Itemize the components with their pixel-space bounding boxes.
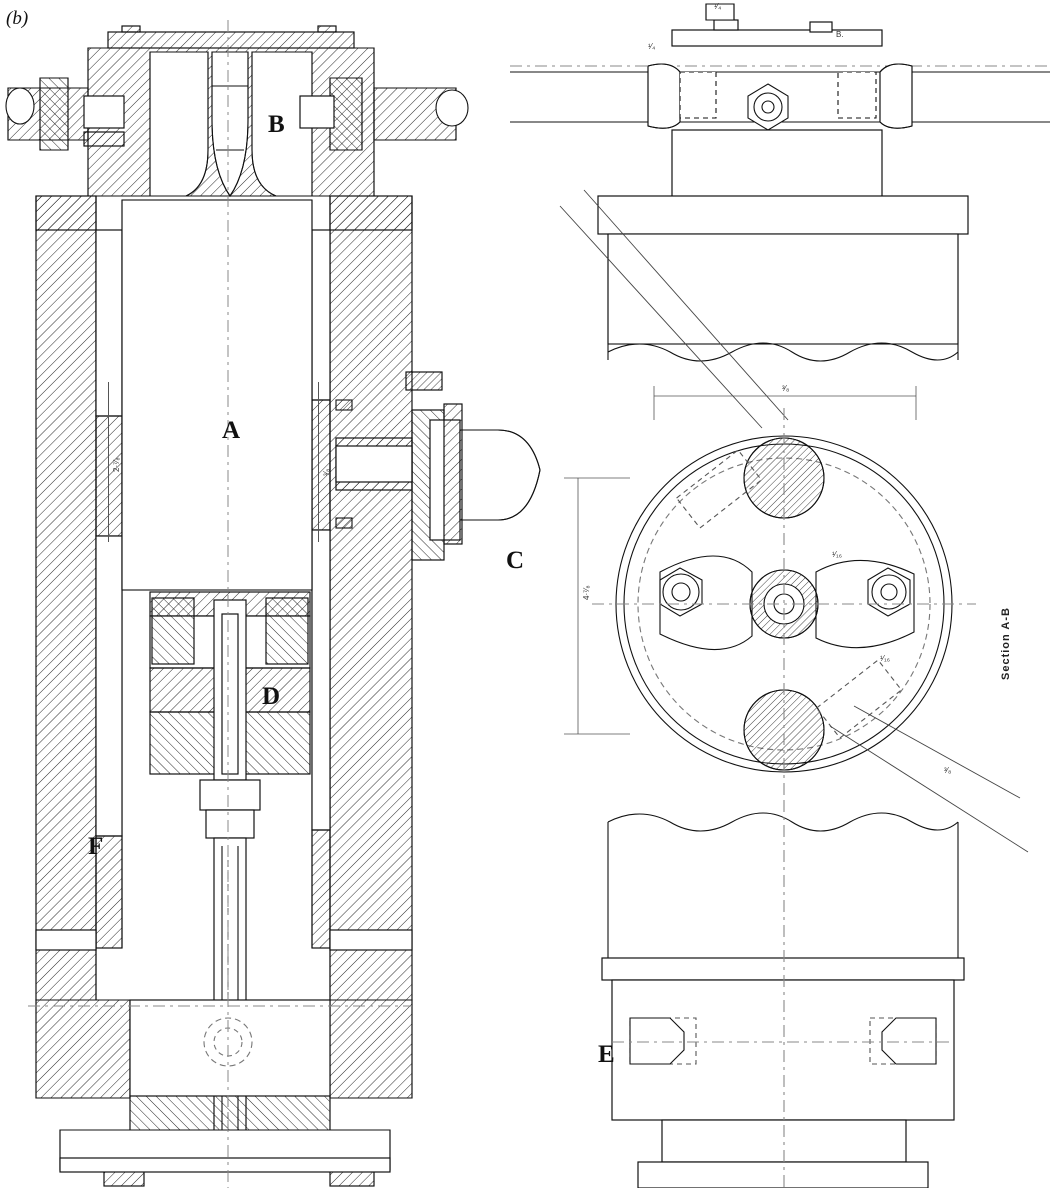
- callout-d: D: [262, 683, 281, 710]
- dimension-5-8: ³⁄₈: [782, 384, 790, 393]
- dimension-2-7-8: 2·⁷⁄₈: [112, 457, 121, 472]
- dimension-4-7-8: 4·⁷⁄₈: [582, 585, 591, 600]
- dimension-1-16-a: ¹⁄₁₆: [880, 654, 890, 663]
- callout-c: C: [506, 547, 525, 574]
- right-views: [520, 0, 1040, 1188]
- dimension-3-8-left: ³⁄₈: [322, 468, 331, 476]
- callout-f: F: [88, 833, 104, 860]
- section-a-b-label: Section A-B: [1000, 607, 1012, 680]
- dimension-3-8-top: ¹⁄₄: [714, 2, 722, 11]
- dimension-1-4-left: ¹⁄₄: [648, 42, 656, 51]
- panel-label: (b): [6, 8, 29, 29]
- dimension-1-4-right: B.: [836, 30, 844, 39]
- callout-b: B: [268, 111, 285, 138]
- callout-a: A: [222, 417, 241, 444]
- dimension-1-16-b: ³⁄₈: [944, 766, 952, 775]
- callout-e: E: [598, 1041, 615, 1068]
- dimension-3-8-right: ¹⁄₁₆: [832, 550, 842, 559]
